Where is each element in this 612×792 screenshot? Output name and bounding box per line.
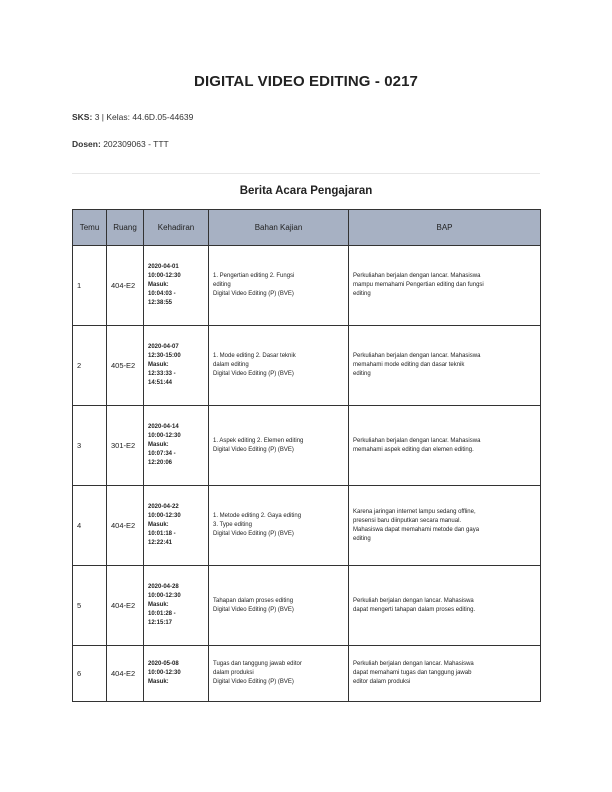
cell-kehadiran-line: Masuk: [148,679,169,685]
course-meta [72,112,193,122]
cell-bahan-kajian [209,406,349,486]
cell-temu: 4 [73,486,107,566]
cell-kehadiran-line: Masuk: [148,282,169,288]
cell-kehadiran-line: 12:15:17 [148,620,173,626]
cell-bap-line: Perkuliahan berjalan dengan lancar. Mahasiswa [353,437,481,444]
page-title: DIGITAL VIDEO EDITING - 0217 [194,73,418,90]
cell-bap [349,566,541,646]
cell-bahan-kajian-line: 1. Aspek editing 2. Elemen editing [213,437,304,444]
cell-ruang: 404-E2 [107,486,144,566]
cell-ruang: 404-E2 [107,646,144,702]
cell-bahan-kajian [209,646,349,702]
cell-bahan-kajian [209,326,349,406]
cell-bap-line: Perkuliahan berjalan dengan lancar. Mahasiswa [353,273,481,279]
cell-kehadiran-line: 12:20:06 [148,460,173,466]
cell-bahan-kajian-line: 1. Pengertian editing 2. Fungsi [213,273,295,279]
sks-label: SKS: [72,112,93,122]
cell-bahan-kajian [209,486,349,566]
cell-kehadiran-line: Masuk: [148,362,169,368]
cell-kehadiran-line: 10:04:03 - [148,291,176,297]
kelas-label: Kelas: [106,112,131,122]
cell-temu: 3 [73,406,107,486]
cell-ruang: 404-E2 [107,566,144,646]
cell-bap-line: Perkuliah berjalan dengan lancar. Mahasiswa [353,597,474,604]
cell-bap-line: presensi baru diinputkan secara manual. [353,517,462,524]
cell-ruang: 404-E2 [107,246,144,326]
table-header-row [73,210,541,246]
column-header-bahan-kajian: Bahan Kajian [209,210,349,246]
cell-bap-line: dapat memahami tugas dan tanggung jawab [353,670,472,676]
cell-kehadiran [144,246,209,326]
cell-bahan-kajian [209,246,349,326]
cell-bap-line: Mahasiswa dapat memahami metode dan gaya [353,526,480,533]
cell-kehadiran-line: 2020-04-14 [148,424,179,430]
cell-kehadiran-line: 2020-05-08 [148,661,179,667]
dosen-label: Dosen: [72,139,101,149]
cell-kehadiran-line: 10:07:34 - [148,451,176,457]
kelas-value: 44.6D.05-44639 [132,112,194,122]
cell-kehadiran-line: 2020-04-07 [148,344,179,350]
cell-bap-line: editor dalam produksi [353,679,411,685]
cell-bap-line: Perkuliah berjalan dengan lancar. Mahasiswa [353,661,474,667]
divider [72,173,540,174]
cell-kehadiran-line: 10:00-12:30 [148,670,181,676]
cell-bahan-kajian-line: 3. Type editing [213,522,252,528]
cell-kehadiran-line: 12:30-15:00 [148,353,181,359]
cell-temu: 6 [73,646,107,702]
table-row [73,566,541,646]
cell-bahan-kajian-line: Digital Video Editing (P) (BVE) [213,446,294,453]
cell-temu: 5 [73,566,107,646]
cell-bahan-kajian [209,566,349,646]
cell-kehadiran [144,646,209,702]
table-row [73,246,541,326]
cell-temu: 1 [73,246,107,326]
cell-kehadiran-line: 12:38:55 [148,300,173,306]
cell-bap [349,326,541,406]
cell-kehadiran-line: Masuk: [148,602,169,608]
column-header-bap: BAP [349,210,541,246]
cell-bahan-kajian-line: Digital Video Editing (P) (BVE) [213,531,294,537]
cell-bahan-kajian-line: 1. Mode editing 2. Dasar teknik [213,353,296,359]
cell-bap [349,486,541,566]
cell-kehadiran [144,406,209,486]
cell-kehadiran-line: Masuk: [148,522,169,528]
cell-kehadiran [144,566,209,646]
cell-bahan-kajian-line: 1. Metode editing 2. Gaya editing [213,513,302,519]
column-header-kehadiran: Kehadiran [144,210,209,246]
table-row [73,326,541,406]
cell-temu: 2 [73,326,107,406]
cell-bap-line: memahami mode editing dan dasar teknik [353,362,465,368]
bap-table [72,209,541,702]
cell-bahan-kajian-line: Digital Video Editing (P) (BVE) [213,291,294,297]
cell-ruang: 301-E2 [107,406,144,486]
cell-bap [349,246,541,326]
cell-bap-line: memahami aspek editing dan elemen editing. [353,446,474,453]
cell-kehadiran-line: 12:33:33 - [148,371,176,377]
section-title: Berita Acara Pengajaran [239,185,373,197]
cell-kehadiran [144,326,209,406]
cell-bap-line: Karena jaringan internet lampu sedang offline, [353,508,476,515]
cell-kehadiran [144,486,209,566]
cell-bap [349,646,541,702]
table-row [73,406,541,486]
cell-kehadiran-line: 14:51:44 [148,380,173,386]
lecturer-meta [72,139,169,149]
cell-kehadiran-line: 10:01:28 - [148,611,176,617]
cell-bap-line: dapat mengerti tahapan dalam proses editing. [353,606,476,613]
cell-kehadiran-line: 2020-04-22 [148,504,179,510]
cell-bap-line: mampu memahami Pengertian editing dan fungsi [353,282,484,288]
cell-bahan-kajian-line: editing [213,282,231,288]
cell-bap-line: editing [353,291,371,297]
cell-kehadiran-line: 2020-04-01 [148,264,179,270]
cell-ruang: 405-E2 [107,326,144,406]
cell-kehadiran-line: 10:00-12:30 [148,593,181,599]
cell-kehadiran-line: 12:22:41 [148,540,173,546]
cell-kehadiran-line: 2020-04-28 [148,584,179,590]
table-row [73,646,541,702]
column-header-temu: Temu [73,210,107,246]
cell-bahan-kajian-line: dalam editing [213,362,249,368]
cell-kehadiran-line: Masuk: [148,442,169,448]
cell-bahan-kajian-line: Tahapan dalam proses editing [213,597,294,604]
cell-bap [349,406,541,486]
cell-bap-line: Perkuliahan berjalan dengan lancar. Mahasiswa [353,353,481,359]
cell-bahan-kajian-line: Tugas dan tanggung jawab editor [213,661,302,667]
cell-kehadiran-line: 10:00-12:30 [148,273,181,279]
dosen-value: 202309063 - TTT [103,139,169,149]
cell-bahan-kajian-line: Digital Video Editing (P) (BVE) [213,371,294,377]
meta-separator: | [101,112,105,122]
cell-bap-line: editing [353,535,371,542]
cell-bahan-kajian-line: Digital Video Editing (P) (BVE) [213,679,294,685]
sks-value: 3 [94,112,100,122]
cell-bahan-kajian-line: Digital Video Editing (P) (BVE) [213,606,294,613]
cell-kehadiran-line: 10:00-12:30 [148,513,181,519]
cell-bahan-kajian-line: dalam produksi [213,670,254,676]
column-header-ruang: Ruang [107,210,144,246]
table-row [73,486,541,566]
cell-kehadiran-line: 10:00-12:30 [148,433,181,439]
cell-bap-line: editing [353,371,371,377]
cell-kehadiran-line: 10:01:18 - [148,531,176,537]
